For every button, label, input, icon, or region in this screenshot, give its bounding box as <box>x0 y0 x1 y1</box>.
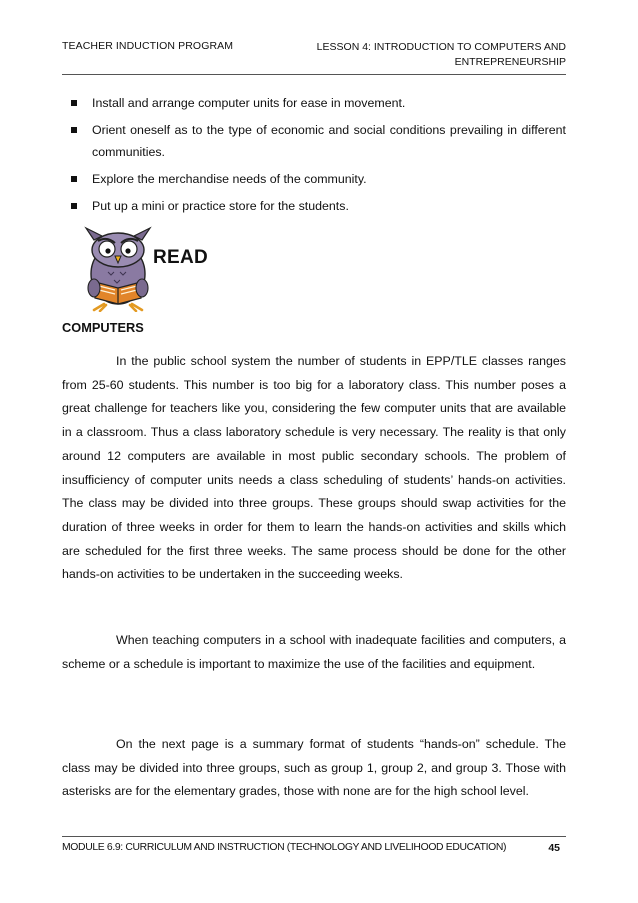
running-footer: MODULE 6.9: CURRICULUM AND INSTRUCTION (TECHNOLOGY AND LIVELIHOOD EDUCATION) <box>62 842 507 853</box>
bullet-item <box>62 119 566 163</box>
read-heading: READ <box>153 247 209 268</box>
section-title: COMPUTERS <box>62 320 144 335</box>
running-header-right-line1: LESSON 4: INTRODUCTION TO COMPUTERS AND <box>316 41 566 53</box>
square-bullet-icon <box>71 176 77 182</box>
square-bullet-icon <box>71 127 77 133</box>
running-header-left: TEACHER INDUCTION PROGRAM <box>62 40 234 52</box>
bullet-item <box>62 195 566 217</box>
running-header-right <box>306 40 566 70</box>
bullet-item <box>62 92 566 114</box>
running-header-right-line2: ENTREPRENEURSHIP <box>454 56 566 68</box>
page-number: 45 <box>548 842 560 854</box>
square-bullet-icon <box>71 203 77 209</box>
body-paragraph-2: When teaching computers in a school with inadequate facilities and computers, a scheme or a schedule is important to maximize the use of the facilities and equipment. <box>62 633 566 671</box>
header-rule <box>62 74 566 75</box>
bullet-text: Install and arrange computer units for ease in movement. <box>92 96 406 110</box>
owl-reading-book-icon <box>78 226 158 312</box>
bullet-text: Explore the merchandise needs of the community. <box>92 172 367 186</box>
bullet-list <box>62 92 566 222</box>
body-paragraph-3: On the next page is a summary format of students “hands-on” schedule. The class may be divided into three groups, such as group 1, group 2, and group 3. Those with asterisks are for the elementary grades, those with none are for the high school level. <box>62 737 566 799</box>
body-paragraph-1: In the public school system the number of students in EPP/TLE classes ranges from 25-60 students. This number is too big for a laboratory class. This number poses a great challenge for teachers like you, considering the few computer units that are available in a classroom. Thus a class laboratory schedule is very necessary. The reality is that only around 12 computers are available in most public secondary schools. The problem of insufficiency of computer units needs a class scheduling of students’ hands-on activities. The class may be divided into three groups. These groups should swap activities for the duration of three weeks in order for them to learn the hands-on activities and skills which are scheduled for the first three weeks. The same process should be done for the other hands-on activities to be undertaken in the succeeding weeks. <box>62 354 566 582</box>
bullet-item <box>62 168 566 190</box>
footer-rule <box>62 836 566 837</box>
square-bullet-icon <box>71 100 77 106</box>
bullet-text: Put up a mini or practice store for the students. <box>92 199 349 213</box>
bullet-text: Orient oneself as to the type of economic and social conditions prevailing in different communities. <box>92 123 566 159</box>
